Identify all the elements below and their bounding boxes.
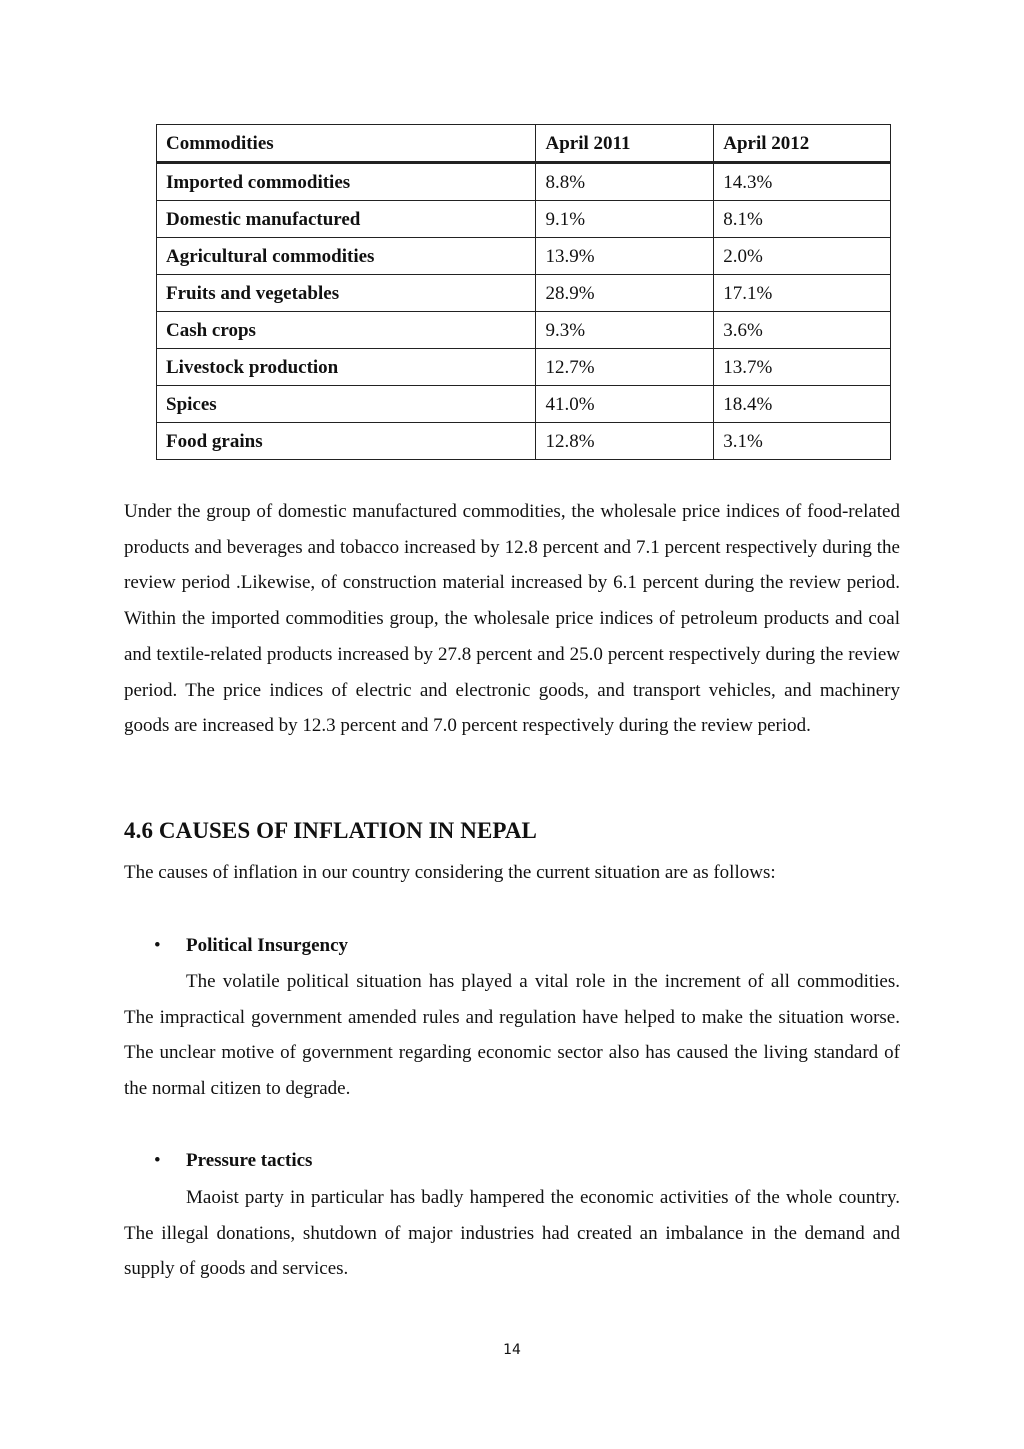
- value-april-2012: 3.1%: [714, 423, 891, 460]
- table-row: [157, 201, 891, 238]
- bullet-paragraph-pressure-tactics: Maoist party in particular has badly hampered the economic activities of the whole country. The illegal donations, shutdown of major industries had created an imbalance in the demand and supply of goods and services.: [124, 1187, 900, 1280]
- value-april-2012: 13.7%: [714, 349, 891, 386]
- bullet-icon: •: [154, 935, 161, 956]
- section-heading: 4.6 CAUSES OF INFLATION IN NEPAL: [124, 818, 537, 843]
- body-paragraph-wholesale-prices: Under the group of domestic manufactured commodities, the wholesale price indices of food-related products and beverages and tobacco increased by 12.8 percent and 7.1 percent respectively during the review period .Likewise, of construction material increased by 6.1 percent during the review period. Within the imported commodities group, the wholesale price indices of petroleum products and coal and textile-related products increased by 27.8 percent and 25.0 percent respectively during the review period. The price indices of electric and electronic goods, and transport vehicles, and machinery goods are increased by 12.3 percent and 7.0 percent respectively during the review period.: [124, 501, 900, 737]
- table-row: [157, 275, 891, 312]
- row-label: Cash crops: [157, 312, 536, 349]
- value-april-2011: 28.9%: [536, 275, 714, 312]
- table-row: [157, 386, 891, 423]
- value-april-2012: 2.0%: [714, 238, 891, 275]
- row-label: Spices: [157, 386, 536, 423]
- value-april-2012: 17.1%: [714, 275, 891, 312]
- value-april-2011: 9.3%: [536, 312, 714, 349]
- bullet-heading-pressure-tactics: [154, 1146, 312, 1176]
- value-april-2011: 13.9%: [536, 238, 714, 275]
- bullet-title: Political Insurgency: [186, 935, 349, 956]
- value-april-2012: 14.3%: [714, 163, 891, 201]
- table-row: [157, 423, 891, 460]
- row-label: Livestock production: [157, 349, 536, 386]
- bullet-icon: •: [154, 1150, 161, 1171]
- table-row: [157, 349, 891, 386]
- row-label: Fruits and vegetables: [157, 275, 536, 312]
- value-april-2011: 9.1%: [536, 201, 714, 238]
- commodity-inflation-table: [156, 124, 891, 460]
- row-label: Food grains: [157, 423, 536, 460]
- row-label: Agricultural commodities: [157, 238, 536, 275]
- table-row: [157, 312, 891, 349]
- table-row: [157, 163, 891, 201]
- bullet-title: Pressure tactics: [186, 1150, 313, 1171]
- bullet-heading-political-insurgency: [154, 931, 348, 961]
- value-april-2011: 8.8%: [536, 163, 714, 201]
- table-header-row: [157, 125, 891, 163]
- value-april-2011: 12.7%: [536, 349, 714, 386]
- header-april-2011: April 2011: [536, 125, 714, 163]
- row-label: Imported commodities: [157, 163, 536, 201]
- value-april-2011: 12.8%: [536, 423, 714, 460]
- value-april-2012: 3.6%: [714, 312, 891, 349]
- header-commodities: Commodities: [157, 125, 536, 163]
- header-april-2012: April 2012: [714, 125, 891, 163]
- table-row: [157, 238, 891, 275]
- section-intro: The causes of inflation in our country considering the current situation are as follows:: [124, 862, 776, 883]
- page-number: 14: [503, 1342, 521, 1358]
- value-april-2012: 8.1%: [714, 201, 891, 238]
- value-april-2011: 41.0%: [536, 386, 714, 423]
- bullet-paragraph-political-insurgency: The volatile political situation has played a vital role in the increment of all commodities. The impractical government amended rules and regulation have helped to make the situation worse. The unclear motive of government regarding economic sector also has caused the living standard of the normal citizen to degrade.: [124, 971, 900, 1100]
- value-april-2012: 18.4%: [714, 386, 891, 423]
- row-label: Domestic manufactured: [157, 201, 536, 238]
